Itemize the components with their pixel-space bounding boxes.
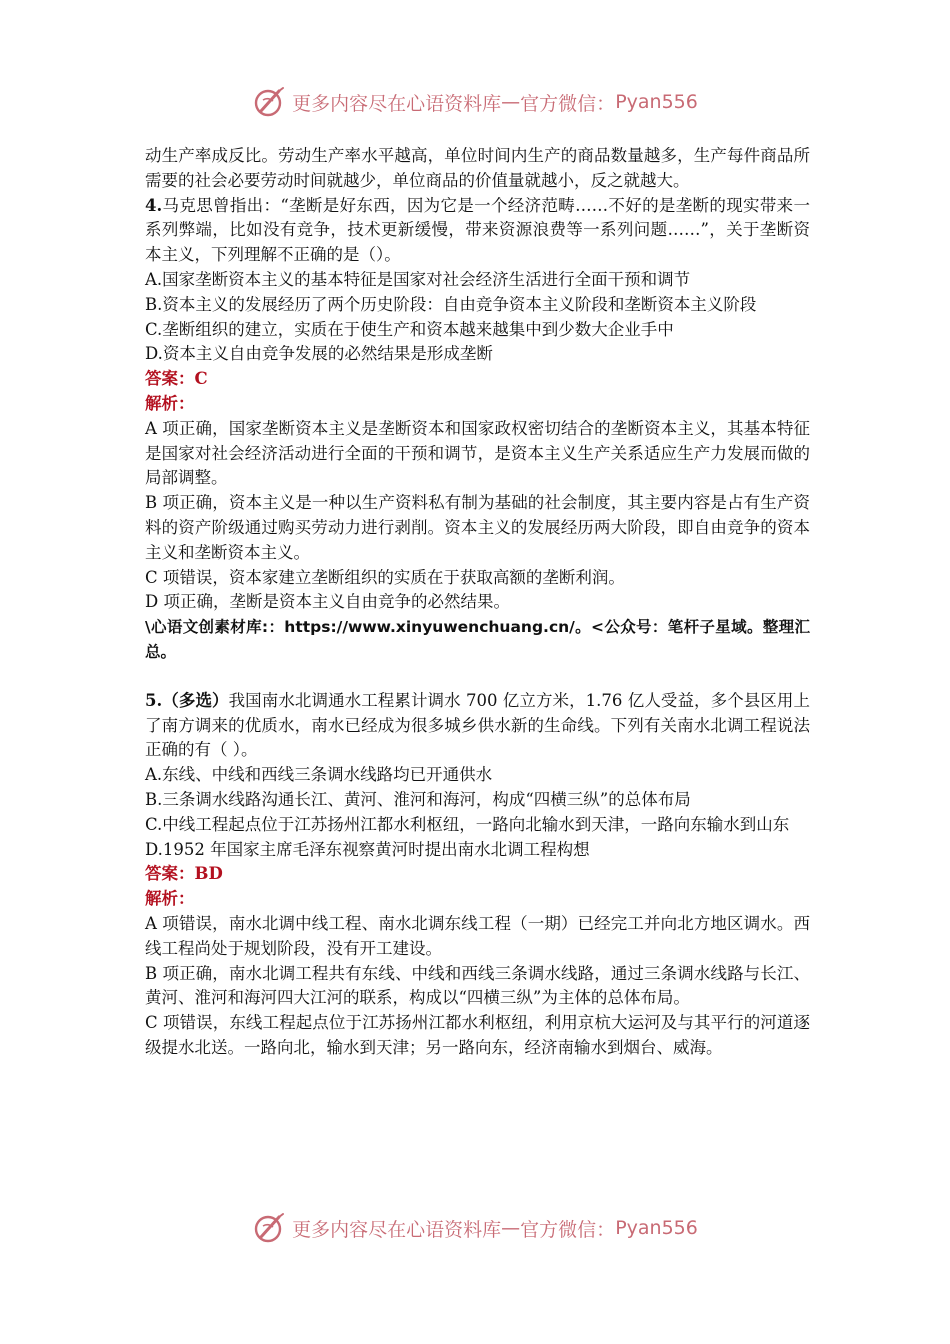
- q4-option-d: D.资本主义自由竞争发展的必然结果是形成垄断: [145, 344, 493, 364]
- q5-option-b: B.三条调水线路沟通长江、黄河、淮河和海河，构成“四横三纵”的总体布局: [145, 789, 691, 809]
- spacer: [145, 665, 810, 689]
- q4-analysis-a: A 项正确，国家垄断资本主义是垄断资本和国家政权密切结合的垄断资本主义，其基本特征是国家对社会经济活动进行全面的干预和调节，是资本主义生产关系适应生产力发展而做的局部调整。: [145, 418, 810, 488]
- q4-analysis-b: B 项正确，资本主义是一种以生产资料私有制为基础的社会制度，其主要内容是占有生产资料的资产阶级通过购买劳动力进行剥削。资本主义的发展经历两大阶段，即自由竞争的资本主义和垄断资本主义。: [145, 493, 810, 562]
- intro-paragraph: 动生产率成反比。劳动生产率水平越高，单位时间内生产的商品数量越多，生产每件商品所需要的社会必要劳动时间就越少，单位商品的价值量就越小，反之就越大。: [145, 146, 810, 190]
- banner-wechat-id: Pyan556: [615, 91, 698, 113]
- question-4-number: 4.: [145, 195, 163, 215]
- q4-analysis-c: C 项错误，资本家建立垄断组织的实质在于获取高额的垄断利润。: [145, 567, 625, 587]
- question-5-text: 我国南水北调通水工程累计调水 700 亿立方米，1.76 亿人受益，多个县区用上了南方调来的优质水，南水已经成为很多城乡供水新的生命线。下列有关南水北调工程说法正确的有（ ）。: [145, 690, 810, 760]
- header-banner: [0, 82, 950, 122]
- question-5-number: 5.（多选）: [145, 690, 229, 710]
- q4-option-b: B.资本主义的发展经历了两个历史阶段：自由竞争资本主义阶段和垄断资本主义阶段: [145, 294, 757, 314]
- q5-answer: 答案：BD: [145, 864, 223, 884]
- pen-logo-icon: [252, 1211, 286, 1245]
- banner-wechat-id: Pyan556: [615, 1217, 698, 1239]
- banner-dash: —: [501, 91, 521, 113]
- question-4-text: 马克思曾指出：“垄断是好东西，因为它是一个经济范畴……不好的是垄断的现实带来一系列弊端，比如没有竞争，技术更新缓慢，带来资源浪费等一系列问题……”，关于垄断资本主义，下列理解不正确的是（）。: [145, 195, 810, 265]
- question-4-stem: [145, 194, 810, 268]
- footer-banner: [0, 1208, 950, 1248]
- q4-option-c: C.垄断组织的建立，实质在于使生产和资本越来越集中到少数大企业手中: [145, 319, 674, 339]
- q5-analysis-a: A 项错误，南水北调中线工程、南水北调东线工程（一期）已经完工并向北方地区调水。西线工程尚处于规划阶段，没有开工建设。: [145, 913, 810, 958]
- source-note: \心语文创素材库:：https://www.xinyuwenchuang.cn/。<公众号：笔杆子星域。整理汇总。: [145, 618, 810, 661]
- q4-analysis-label: 解析：: [145, 393, 195, 413]
- pen-logo-icon: [252, 85, 286, 119]
- banner-brand: 更多内容尽在心语资料库: [292, 1218, 502, 1241]
- q5-analysis-label: 解析：: [145, 889, 195, 909]
- q5-option-d: D.1952 年国家主席毛泽东视察黄河时提出南水北调工程构想: [145, 839, 590, 859]
- banner-brand: 更多内容尽在心语资料库: [292, 92, 502, 115]
- q5-analysis-c: C 项错误，东线工程起点位于江苏扬州江都水利枢纽，利用京杭大运河及与其平行的河道逐级提水北送。一路向北，输水到天津；另一路向东，经济南输水到烟台、威海。: [145, 1013, 810, 1057]
- q4-answer: 答案：C: [145, 369, 208, 389]
- document-body: [145, 144, 810, 1061]
- q4-analysis-d: D 项正确，垄断是资本主义自由竞争的必然结果。: [145, 592, 510, 612]
- banner-dash: —: [501, 1217, 521, 1239]
- q5-option-a: A.东线、中线和西线三条调水线路均已开通供水: [145, 765, 493, 785]
- banner-wechat-label: 官方微信：: [520, 92, 616, 115]
- q4-option-a: A.国家垄断资本主义的基本特征是国家对社会经济生活进行全面干预和调节: [145, 269, 691, 289]
- banner-wechat-label: 官方微信：: [520, 1218, 616, 1241]
- question-5-stem: [145, 689, 810, 763]
- q5-analysis-b: B 项正确，南水北调工程共有东线、中线和西线三条调水线路，通过三条调水线路与长江、黄河、淮河和海河四大江河的联系，构成以“四横三纵”为主体的总体布局。: [145, 963, 810, 1008]
- q5-option-c: C.中线工程起点位于江苏扬州江都水利枢纽，一路向北输水到天津，一路向东输水到山东: [145, 814, 790, 834]
